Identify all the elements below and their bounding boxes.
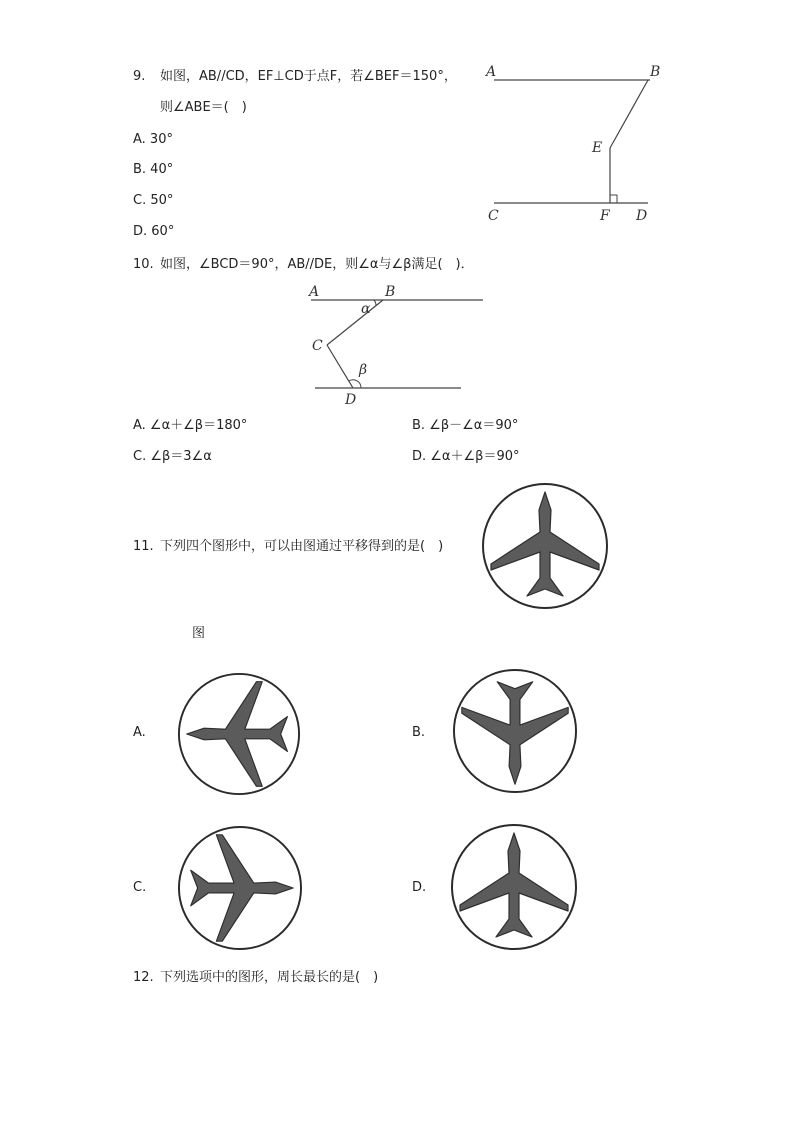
q10-number: 10. xyxy=(133,257,154,272)
q10-label-c: C xyxy=(312,338,323,354)
q10-segment-cd xyxy=(327,345,353,388)
q9-stem-line2: 则∠ABE＝( ) xyxy=(160,100,247,115)
q12-number: 12. xyxy=(133,970,154,985)
q10-stem: 如图，∠BCD＝90°，AB//DE，则∠α与∠β满足( )． xyxy=(160,257,474,272)
q11-figure-caption: 图 xyxy=(192,626,206,641)
q10-alpha-arc xyxy=(374,300,376,306)
q9-label-a: A xyxy=(486,64,497,80)
q10-option-c: C. ∠β＝3∠α xyxy=(133,449,212,464)
q10-label-a: A xyxy=(309,284,320,300)
q11-stem: 下列四个图形中，可以由图通过平移得到的是( ) xyxy=(160,539,444,554)
q11-option-b-airplane xyxy=(452,668,578,794)
q9-stem-line1: 如图，AB//CD，EF⊥CD于点F，若∠BEF＝150°， xyxy=(160,69,457,84)
q9-label-d: D xyxy=(636,208,648,224)
q10-label-alpha: α xyxy=(361,301,371,317)
q9-segment-be xyxy=(610,80,648,148)
q9-option-a: A. 30° xyxy=(133,132,173,147)
q11-option-b-letter: B. xyxy=(412,725,426,740)
q10-segment-bc xyxy=(327,300,383,345)
q9-option-d: D. 60° xyxy=(133,224,175,239)
q11-option-c-airplane xyxy=(177,825,303,951)
q9-figure xyxy=(480,58,670,230)
q10-label-beta: β xyxy=(359,362,368,378)
q9-option-b: B. 40° xyxy=(133,162,174,177)
q11-option-a-letter: A. xyxy=(133,725,146,740)
q11-number: 11. xyxy=(133,539,154,554)
q10-option-a: A. ∠α＋∠β＝180° xyxy=(133,418,248,433)
q9-right-angle-mark xyxy=(610,195,617,203)
q9-number: 9. xyxy=(133,69,146,84)
q10-option-b: B. ∠β－∠α＝90° xyxy=(412,418,519,433)
q9-label-b: B xyxy=(650,64,661,80)
q11-option-d-letter: D. xyxy=(412,880,427,895)
q9-label-f: F xyxy=(600,208,610,224)
q11-option-a-airplane xyxy=(177,672,301,796)
q10-option-d: D. ∠α＋∠β＝90° xyxy=(412,449,520,464)
q9-label-e: E xyxy=(592,140,603,156)
q10-figure xyxy=(305,280,490,408)
q11-option-d-airplane xyxy=(450,823,578,951)
q11-reference-airplane xyxy=(481,482,609,610)
q9-option-c: C. 50° xyxy=(133,193,174,208)
q10-label-b: B xyxy=(385,284,396,300)
q12-stem: 下列选项中的图形，周长最长的是( ) xyxy=(160,970,379,985)
q11-option-c-letter: C. xyxy=(133,880,147,895)
q9-label-c: C xyxy=(488,208,499,224)
q10-label-d: D xyxy=(345,392,357,408)
